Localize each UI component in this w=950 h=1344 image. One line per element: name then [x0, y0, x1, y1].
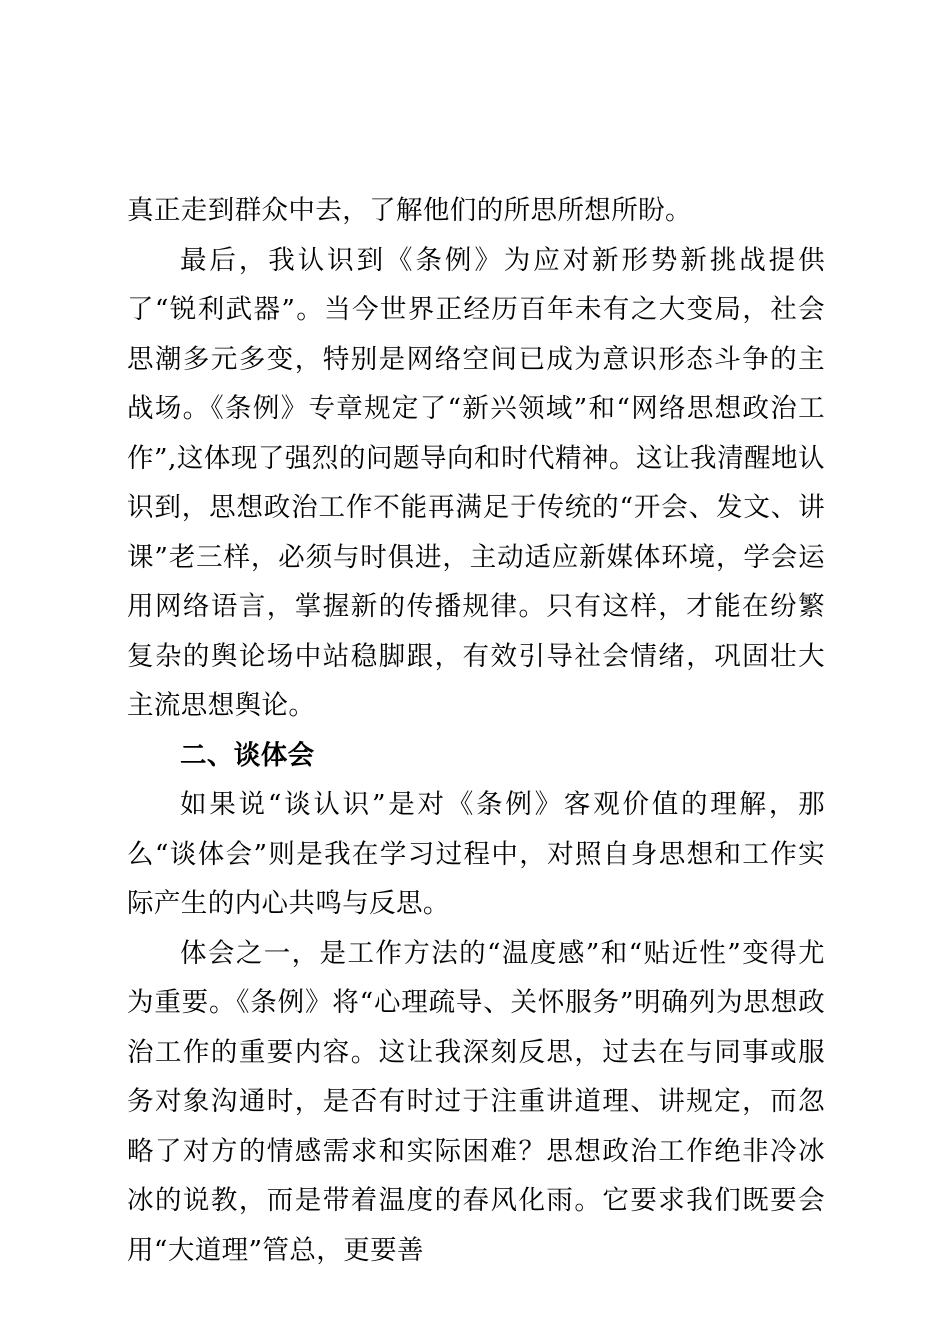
paragraph-continuation: 真正走到群众中去，了解他们的所思所想所盼。 — [127, 195, 692, 226]
paragraph-insight-one: 体会之一，是工作方法的“温度感”和“贴近性”变得尤为重要。《条例》将“心理疏导、关怀服务”明确列为思想政治工作的重要内容。这让我深刻反思，过去在与同事或服务对象沟通时，是否有时过于注重讲道理、讲规定，而忽略了对方的情感需求和实际困难？思想政治工作绝非冷冰冰的说教，而是带着温度的春风化雨。它要求我们既要会用“大道理”管总，更要善 — [127, 937, 825, 1266]
document-body — [127, 186, 825, 1275]
section-heading: 二、谈体会 — [180, 739, 315, 771]
paragraph-intro: 如果说“谈认识”是对《条例》客观价值的理解，那么“谈体会”则是我在学习过程中，对照自身思想和工作实际产生的内心共鸣与反思。 — [127, 789, 825, 919]
paragraph-finally: 最后，我认识到《条例》为应对新形势新挑战提供了“锐利武器”。当今世界正经历百年未有之大变局，社会思潮多元多变，特别是网络空间已成为意识形态斗争的主战场。《条例》专章规定了“新兴领域”和“网络思想政治工作”,这体现了强烈的问题导向和时代精神。这让我清醒地认识到，思想政治工作不能再满足于传统的“开会、发文、讲课”老三样，必须与时俱进，主动适应新媒体环境，学会运用网络语言，掌握新的传播规律。只有这样，才能在纷繁复杂的舆论场中站稳脚跟，有效引导社会情绪，巩固壮大主流思想舆论。 — [127, 244, 825, 721]
